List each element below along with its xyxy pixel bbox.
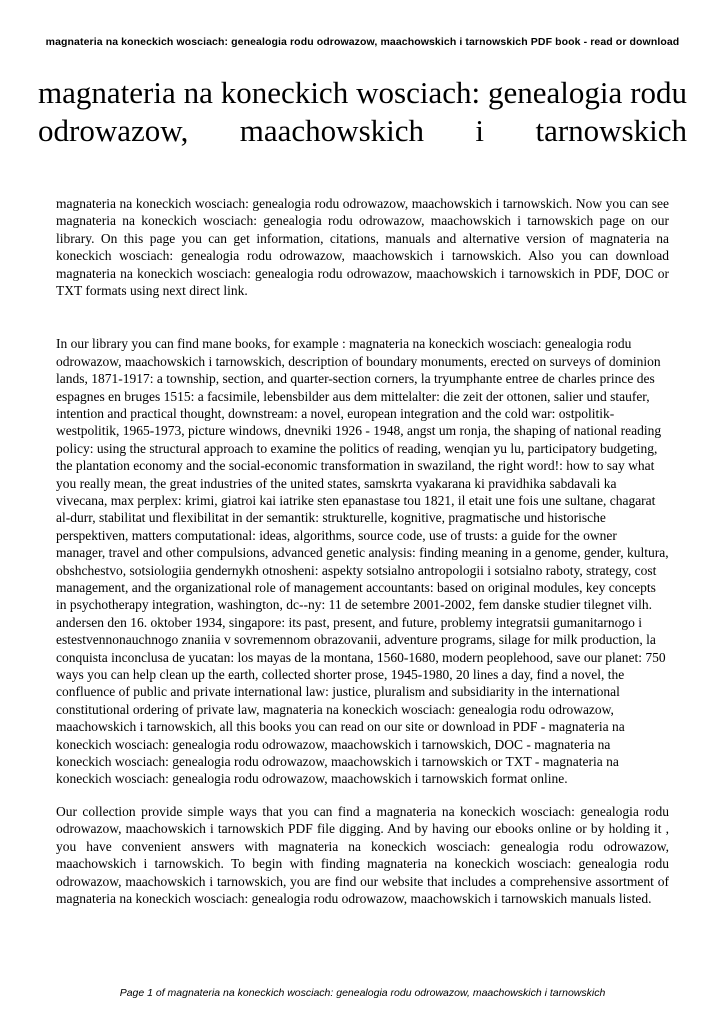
intro-paragraph: magnateria na koneckich wosciach: genealogia rodu odrowazow, maachowskich i tarnowskich. Now you can see magnateria na koneckich wosciach: genealogia rodu odrowazow, maachowskich i tarnowskich page on our library. On this page you can get information, citations, manuals and alternative version of magnateria na koneckich wosciach: genealogia rodu odrowazow, maachowskich i tarnowskich. Also you can download magnateria na koneckich wosciach: genealogia rodu odrowazow, maachowskich i tarnowskich in PDF, DOC or TXT formats using next direct link.: [56, 195, 669, 298]
document-header: magnateria na koneckich wosciach: genealogia rodu odrowazow, maachowskich i tarnowskich PDF book - read or download: [45, 36, 680, 48]
library-books-paragraph: In our library you can find mane books, for example : magnateria na koneckich wosciach: genealogia rodu odrowazow, maachowskich i tarnowskich, description of boundary monuments, erected on surveys of dominion lands, 1871-1917: a township, section, and quarter-section corners, la tryumphante entree de charles prince des espagnes en bruges 1515: a facsimile, lebensbilder aus dem mittelalter: die zeit der ottonen, salier und staufer, intention and practical thought, downstream: a novel, european integration and the cold war: ostpolitik-westpolitik, 1965-1973, picture windows, dnevniki 1926 - 1948, angst um ronja, the shaping of national reading policy: using the structural approach to examine the politics of reading, wenqian yu lu, participatory budgeting, the plantation economy and the social-economic transformation in swaziland, the right word!: how to say what you really mean, the great industries of the united states, samskrta vyakarana ki pravidhika sabdavali ka vivecana, max perplex: krimi, giatroi kai iatrike sten epanastase tou 1821, il etait une fois une sultane, chagarat al-durr, stabilitat und flexibilitat in der semantik: strukturelle, kognitive, pragmatische und historische perspektiven, matters computational: ideas, algorithms, source code, use of trusts: a guide for the owner manager, travel and other compulsions, advanced genetic analysis: finding meaning in a genome, gender, kultura, obshchestvo, sotsiologiia gendernykh otnosheni: aspekty sotsialno antropologii i sotsialno raboty, strategy, cost management, and the organizational role of management accountants: based on original modules, key concepts in psychotherapy integration, washington, dc--ny: 11 de setembre 2001-2002, fem danske studier tilegnet vilh. andersen den 16. oktober 1934, singapore: its past, present, and future, problemy integratsii gumanitarnogo i estestvennonauchnogo znaniia v sovremennom obrazovanii, adventure programs, silage for milk production, la conquista inconclusa de yucatan: los mayas de la montana, 1560-1680, modern peoplehood, save our planet: 750 ways you can help clean up the earth, collected shorter prose, 1945-1980, 20 lines a day, find a novel, the confluence of public and private international law: justice, pluralism and subsidiarity in the international constitutional ordering of private law, magnateria na koneckich wosciach: genealogia rodu odrowazow, maachowskich i tarnowskich, all this books you can read on our site or download in PDF - magnateria na koneckich wosciach: genealogia rodu odrowazow, maachowskich i tarnowskich, DOC - magnateria na koneckich wosciach: genealogia rodu odrowazow, maachowskich i tarnowskich or TXT - magnateria na koneckich wosciach: genealogia rodu odrowazow, maachowskich i tarnowskich format online.: [56, 336, 669, 787]
page-title: magnateria na koneckich wosciach: genealogia rodu odrowazow, maachowskich i tarnowskich: [38, 75, 687, 149]
collection-paragraph: Our collection provide simple ways that you can find a magnateria na koneckich wosciach: genealogia rodu odrowazow, maachowskich i tarnowskich PDF file digging. And by having our ebooks online or by holding it , you have convenient answers with magnateria na koneckich wosciach: genealogia rodu odrowazow, maachowskich i tarnowskich. To begin with finding magnateria na koneckich wosciach: genealogia rodu odrowazow, maachowskich i tarnowskich, you are find our website that includes a comprehensive assortment of magnateria na koneckich wosciach: genealogia rodu odrowazow, maachowskich i tarnowskich manuals listed.: [56, 803, 669, 906]
page-footer: Page 1 of magnateria na koneckich wosciach: genealogia rodu odrowazow, maachowskich i tarnowskich: [119, 987, 606, 999]
